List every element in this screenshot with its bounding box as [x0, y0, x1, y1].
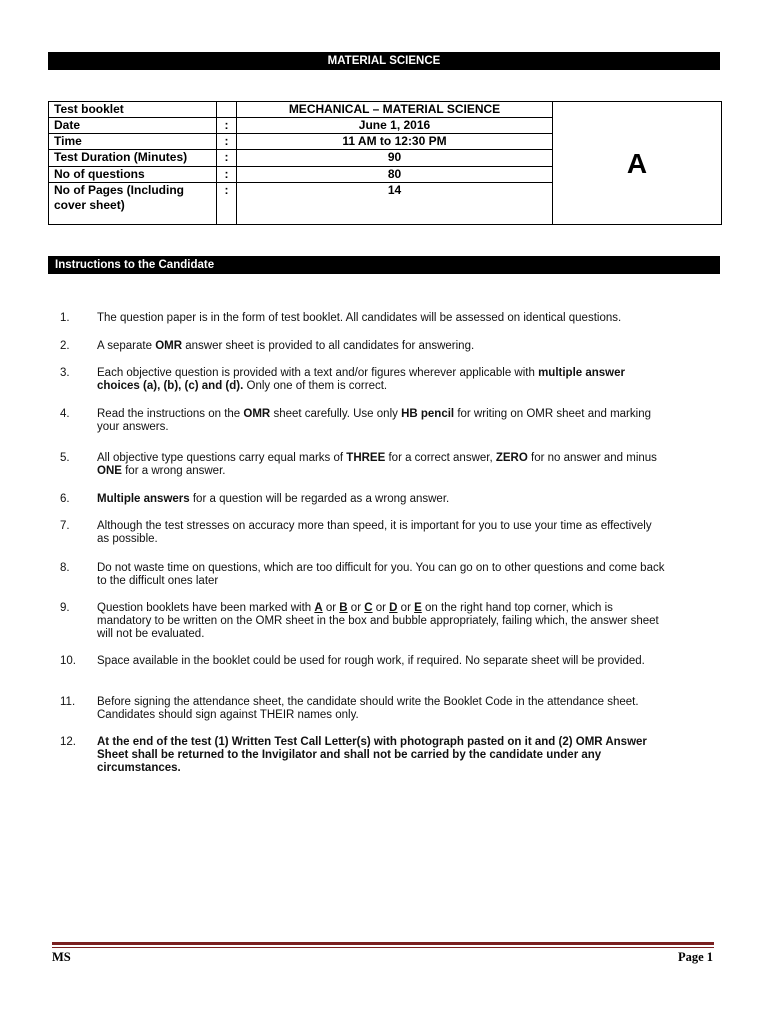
text-run: for a correct answer,	[385, 452, 496, 464]
text-run: Question booklets have been marked with	[97, 602, 315, 614]
item-text	[97, 493, 665, 506]
item-number: 2.	[60, 340, 70, 352]
test-info-table	[48, 101, 722, 225]
info-value: 14	[237, 182, 553, 224]
item-text: Do not waste time on questions, which are too difficult for you. You can go on to other questions and come back to the difficult ones later	[97, 562, 665, 587]
item-number: 3.	[60, 367, 70, 379]
info-value: 11 AM to 12:30 PM	[237, 134, 553, 150]
info-label: Date	[49, 118, 217, 134]
instructions-heading: Instructions to the Candidate	[48, 256, 720, 274]
item-text	[97, 367, 665, 393]
item-number: 10.	[60, 655, 76, 667]
bold-run: ONE	[97, 465, 122, 477]
item-number: 5.	[60, 452, 70, 464]
item-text: Before signing the attendance sheet, the candidate should write the Booklet Code in the attendance sheet. Candidates should sign against THEIR names only.	[97, 696, 639, 721]
info-row-booklet	[49, 102, 722, 118]
text-run: for a question will be regarded as a wrong answer.	[189, 493, 450, 505]
info-label: No of questions	[49, 166, 217, 182]
text-run: or	[322, 602, 340, 614]
code-letter: C	[364, 602, 373, 614]
bold-run: OMR	[155, 340, 183, 352]
item-number: 1.	[60, 312, 70, 324]
info-label: Time	[49, 134, 217, 150]
text-run: answer sheet is provided to all candidates for answering.	[182, 340, 475, 352]
info-label: Test booklet	[49, 102, 217, 118]
item-text	[97, 408, 665, 434]
footer-divider	[52, 942, 714, 945]
text-run: or	[372, 602, 390, 614]
page-number: Page 1	[677, 950, 713, 964]
info-value: 90	[237, 150, 553, 166]
info-separator: :	[217, 166, 237, 182]
info-value: June 1, 2016	[237, 118, 553, 134]
text-run: A separate	[97, 340, 156, 352]
item-number: 7.	[60, 520, 70, 532]
bold-run: OMR	[243, 408, 271, 420]
text-run: for no answer and minus	[527, 452, 657, 464]
text-run: on the right hand top corner, which is mandatory to be written on the OMR sheet in the box and bubble appropriately, failing which, the answer sheet will not be evaluated.	[97, 602, 659, 640]
item-text: At the end of the test (1) Written Test Call Letter(s) with photograph pasted on it and (2) OMR Answer Sheet shall be returned to the Invigilator and shall not be carried by the candidate under any circumstances.	[97, 736, 647, 774]
footer-divider	[52, 947, 714, 948]
text-run: for a wrong answer.	[121, 465, 226, 477]
item-text: Space available in the booklet could be used for rough work, if required. No separate sheet will be provided.	[97, 655, 645, 667]
text-run: All objective type questions carry equal marks of	[97, 452, 347, 464]
item-number: 12.	[60, 736, 76, 748]
text-run: Each objective question is provided with a text and/or figures wherever applicable with	[97, 367, 539, 379]
code-letter: E	[414, 602, 422, 614]
info-separator: :	[217, 134, 237, 150]
item-number: 8.	[60, 562, 70, 574]
code-letter: D	[389, 602, 398, 614]
bold-run: THREE	[346, 452, 386, 464]
page-title: MATERIAL SCIENCE	[48, 52, 720, 70]
booklet-code: A	[553, 102, 722, 225]
text-run: or	[397, 602, 415, 614]
item-text	[97, 602, 665, 641]
info-label: No of Pages (Including cover sheet)	[49, 182, 217, 224]
item-number: 11.	[60, 696, 76, 708]
text-run: Only one of them is correct.	[243, 380, 388, 392]
text-run: for writing on OMR sheet and marking your answers.	[97, 408, 651, 433]
text-run: sheet carefully. Use only	[270, 408, 402, 420]
info-label: Test Duration (Minutes)	[49, 150, 217, 166]
bold-run: ZERO	[495, 452, 528, 464]
item-text: Although the test stresses on accuracy more than speed, it is important for you to use your time as effectively as possible.	[97, 520, 652, 545]
bold-run: HB pencil	[401, 408, 455, 420]
text-run: or	[347, 602, 365, 614]
info-separator: :	[217, 150, 237, 166]
code-letter: B	[339, 602, 348, 614]
code-letter: A	[314, 602, 323, 614]
item-text: The question paper is in the form of test booklet. All candidates will be assessed on identical questions.	[97, 312, 622, 324]
item-number: 6.	[60, 493, 70, 505]
info-separator	[217, 102, 237, 118]
footer-code: MS	[52, 950, 71, 964]
info-value: MECHANICAL – MATERIAL SCIENCE	[237, 102, 553, 118]
item-number: 4.	[60, 408, 70, 420]
item-number: 9.	[60, 602, 70, 614]
info-value: 80	[237, 166, 553, 182]
bold-run: Multiple answers	[97, 493, 190, 505]
text-run: Read the instructions on the	[97, 408, 244, 420]
info-separator: :	[217, 182, 237, 224]
bold-run: multiple answer choices (a), (b), (c) and (d).	[97, 367, 625, 392]
item-text	[97, 452, 665, 478]
item-text	[97, 340, 665, 353]
info-separator: :	[217, 118, 237, 134]
